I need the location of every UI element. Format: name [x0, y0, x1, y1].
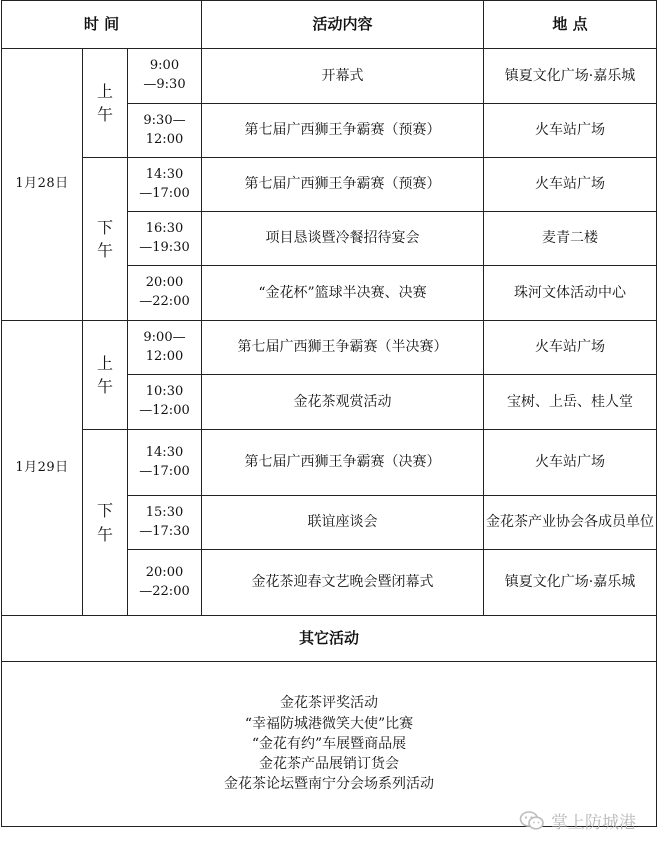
period-char: 下 [96, 501, 113, 521]
time-end: —22:00 [139, 294, 190, 309]
time-cell [128, 49, 202, 104]
schedule-table [1, 0, 657, 827]
other-activities-title: 其它活动 [2, 616, 657, 662]
period-char: 下 [96, 217, 113, 237]
activity-cell: 第七届广西狮王争霸赛（预赛） [202, 158, 484, 212]
location-cell: 镇夏文化广场·嘉乐城 [484, 49, 657, 104]
time-start: 14:30 [145, 166, 184, 182]
other-activity-item: 金花茶产品展销订货会 [259, 756, 399, 773]
time-start: 20:00 [145, 275, 184, 291]
period-cell-afternoon [83, 158, 128, 321]
table-row [2, 49, 657, 104]
time-cell [128, 550, 202, 616]
time-end: 12:00 [145, 348, 184, 364]
time-start: 20:00 [145, 564, 184, 580]
time-cell [128, 375, 202, 430]
watermark [519, 808, 636, 833]
time-end: —17:00 [139, 185, 190, 201]
period-char: 午 [96, 241, 113, 260]
period-cell-morning [83, 49, 128, 158]
time-cell [128, 266, 202, 321]
header-activity: 活动内容 [202, 1, 484, 49]
time-end: —9:30 [143, 77, 186, 92]
other-activity-item: 金花茶评奖活动 [280, 695, 378, 712]
table-row [2, 321, 657, 375]
time-cell [128, 430, 202, 496]
time-start: 14:30 [145, 444, 184, 460]
location-cell: 火车站广场 [484, 430, 657, 496]
time-end: 12:00 [145, 131, 184, 147]
header-location: 地 点 [484, 1, 657, 49]
other-title-row [2, 616, 657, 662]
time-end: —12:00 [139, 403, 190, 418]
time-end: —17:30 [139, 523, 190, 539]
header-row [2, 1, 657, 49]
activity-cell: “金花杯”篮球半决赛、决赛 [202, 266, 484, 321]
other-activity-item: 金花茶论坛暨南宁分会场系列活动 [224, 776, 434, 793]
location-cell: 珠河文体活动中心 [484, 266, 657, 321]
period-char: 午 [96, 377, 113, 396]
location-cell: 火车站广场 [484, 104, 657, 158]
activity-cell: 金花茶观赏活动 [202, 375, 484, 430]
time-cell [128, 321, 202, 375]
location-cell: 火车站广场 [484, 321, 657, 375]
activity-cell: 项目恳谈暨冷餐招待宴会 [202, 212, 484, 266]
activity-cell: 第七届广西狮王争霸赛（决赛） [202, 430, 484, 496]
period-char: 午 [96, 105, 113, 124]
period-cell-morning [83, 321, 128, 430]
date-cell: 1月29日 [2, 321, 83, 616]
date-cell: 1月28日 [2, 49, 83, 321]
period-cell-afternoon [83, 430, 128, 616]
wechat-icon [519, 810, 545, 832]
activity-cell: 第七届广西狮王争霸赛（半决赛） [202, 321, 484, 375]
time-start: 9:00 [149, 58, 180, 74]
period-char: 上 [96, 353, 113, 373]
period-char: 午 [96, 524, 113, 544]
location-cell: 镇夏文化广场·嘉乐城 [484, 550, 657, 616]
location-cell: 麦青二楼 [484, 212, 657, 266]
activity-cell: 第七届广西狮王争霸赛（预赛） [202, 104, 484, 158]
time-start: 10:30 [145, 384, 184, 400]
activity-cell: 金花茶迎春文艺晚会暨闭幕式 [202, 550, 484, 616]
location-cell: 宝树、上岳、桂人堂 [484, 375, 657, 430]
activity-cell: 开幕式 [202, 49, 484, 104]
time-end: —17:00 [139, 463, 190, 479]
other-activity-item: “金花有约”车展暨商品展 [251, 735, 407, 752]
time-cell [128, 158, 202, 212]
time-cell [128, 104, 202, 158]
time-start: 15:30 [145, 504, 184, 520]
other-activity-item: “幸福防城港微笑大使”比赛 [244, 715, 414, 732]
header-time: 时 间 [2, 1, 202, 49]
time-end: —19:30 [139, 239, 190, 255]
table-row [2, 158, 657, 212]
other-activities-list [2, 662, 657, 827]
time-cell [128, 496, 202, 550]
period-char: 上 [96, 81, 113, 101]
watermark-text: 掌上防城港 [551, 813, 636, 833]
time-cell [128, 212, 202, 266]
other-list-row [2, 662, 657, 827]
time-start: 9:30— [143, 112, 186, 128]
activity-cell: 联谊座谈会 [202, 496, 484, 550]
location-cell: 火车站广场 [484, 158, 657, 212]
table-row [2, 430, 657, 496]
time-end: —22:00 [139, 583, 190, 599]
time-start: 9:00— [143, 329, 186, 345]
time-start: 16:30 [145, 220, 184, 236]
location-cell: 金花茶产业协会各成员单位 [484, 496, 657, 550]
